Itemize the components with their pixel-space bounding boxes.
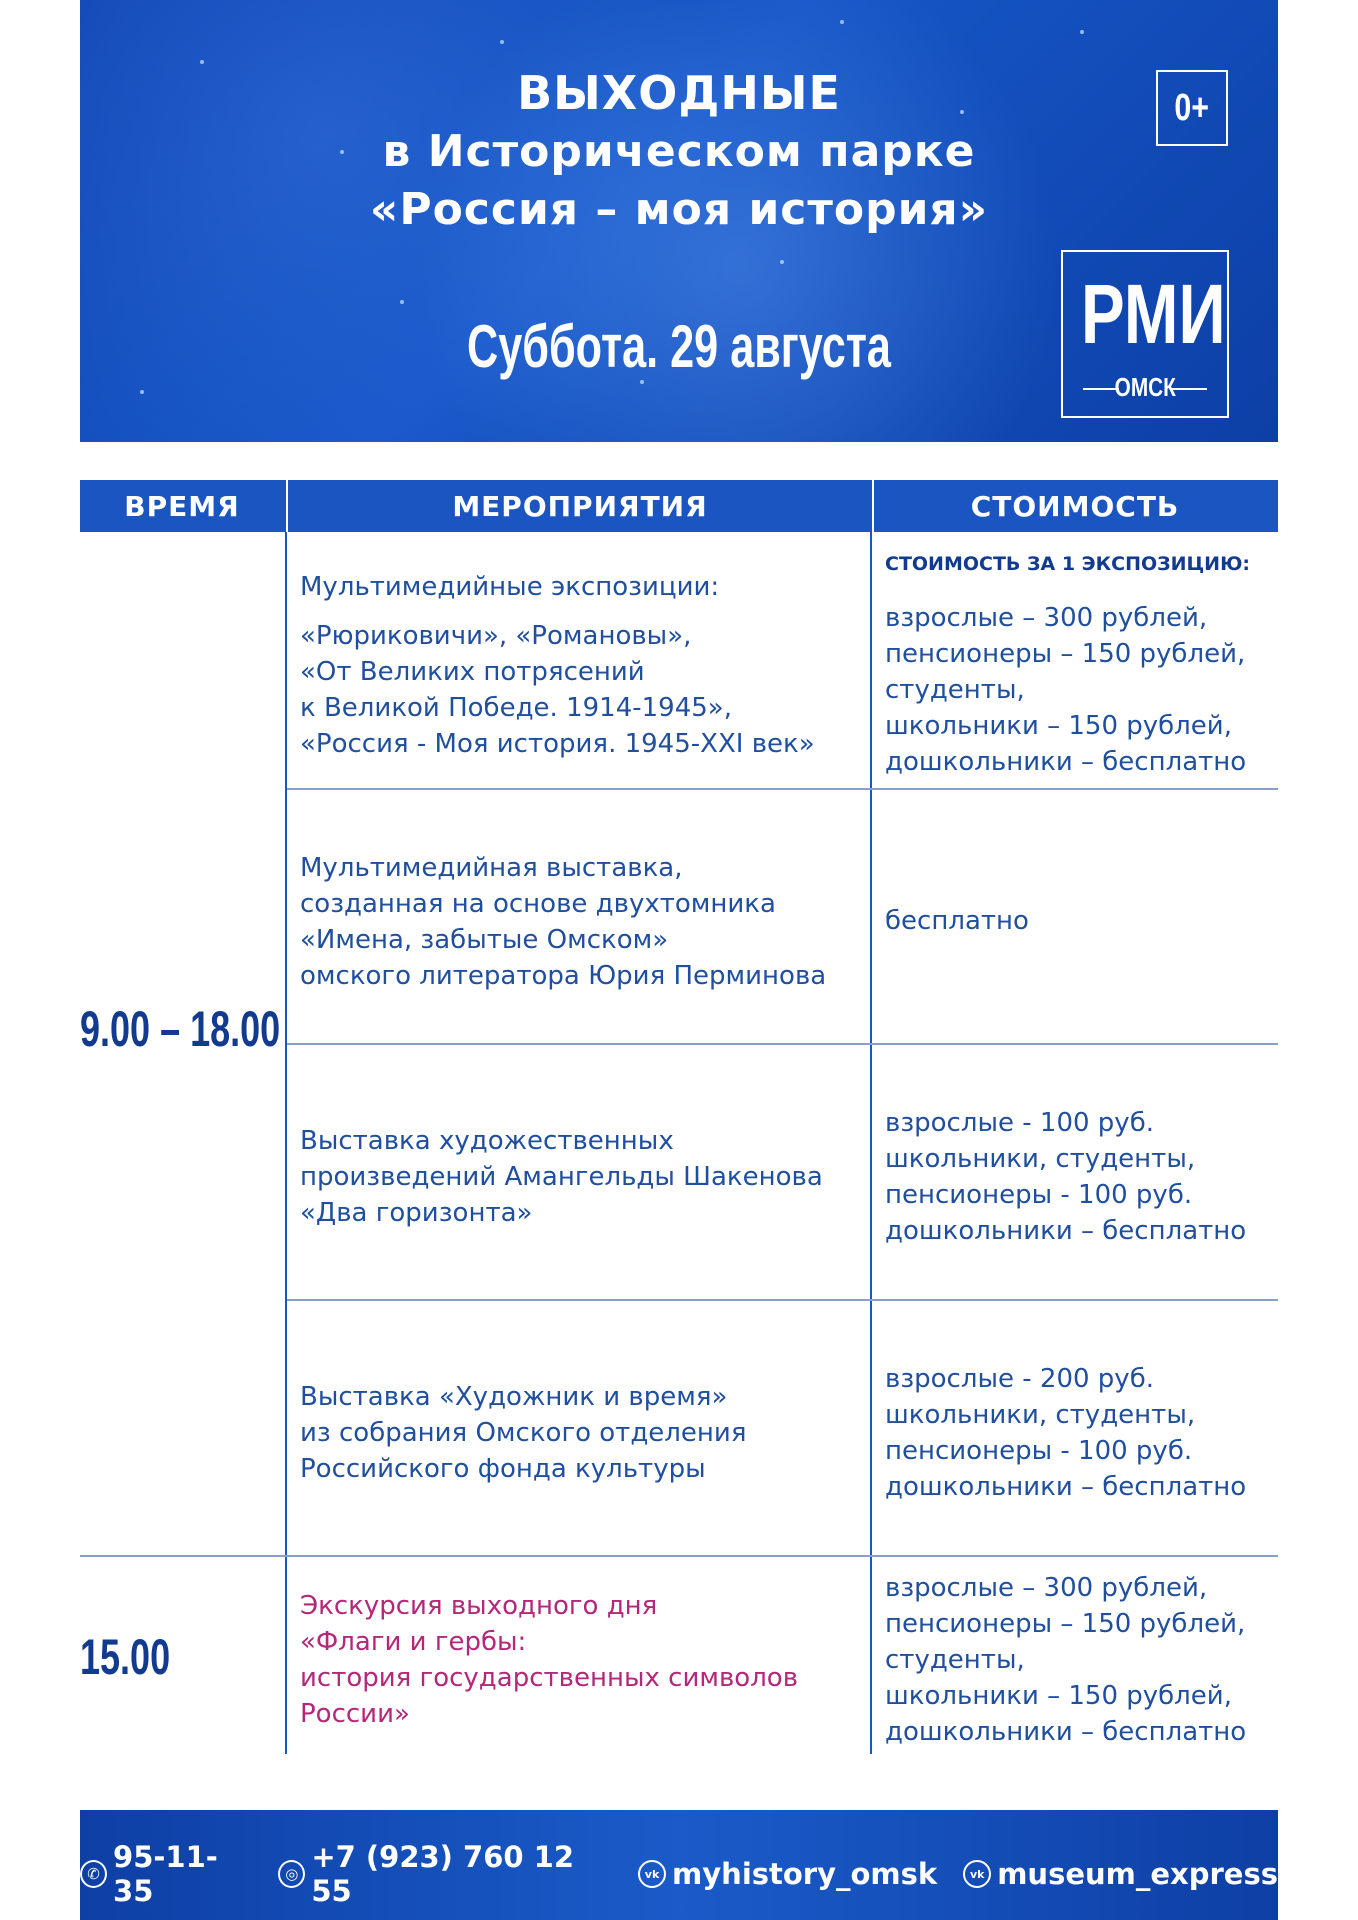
page-title-line3: «Россия – моя история»	[369, 184, 989, 235]
event-description: «Рюриковичи», «Романовы», «От Великих потрясений к Великой Победе. 1914-1945», «Россия - Моя история. 1945-XXI век»	[300, 621, 815, 759]
column-header-events: МЕРОПРИЯТИЯ	[286, 480, 874, 532]
column-divider-2	[870, 532, 872, 1754]
price-info: взрослые - 100 руб. школьники, студенты, пенсионеры - 100 руб. дошкольники – бесплатно	[885, 1108, 1247, 1246]
page-title-line2: в Историческом парке	[382, 126, 976, 177]
age-rating-text: 0+	[1174, 86, 1210, 129]
row-divider	[80, 1555, 1278, 1557]
price-note: СТОИМОСТЬ ЗА 1 ЭКСПОЗИЦИЮ:	[885, 553, 1250, 575]
column-header-time: ВРЕМЯ	[124, 489, 240, 523]
row-divider	[287, 1043, 1278, 1045]
vk-handle: myhistory_omsk	[672, 1857, 938, 1891]
price-info: взрослые - 200 руб. школьники, студенты, пенсионеры - 100 руб. дошкольники – бесплатно	[885, 1364, 1247, 1502]
event-date: Суббота. 29 августа	[467, 313, 891, 380]
column-header-price: СТОИМОСТЬ	[970, 489, 1180, 523]
vk-handle: museum_express	[997, 1857, 1278, 1891]
viber-icon: ◎	[278, 1860, 305, 1888]
row-divider	[287, 788, 1278, 790]
page-title-line1: ВЫХОДНЫЕ	[517, 66, 841, 120]
header-banner	[80, 0, 1278, 442]
contact-viber[interactable]	[278, 1840, 612, 1908]
event-description: Выставка «Художник и время» из собрания Омского отделения Российского фонда культуры	[300, 1382, 747, 1484]
age-rating-badge	[1156, 70, 1228, 146]
vk-icon: vk	[638, 1860, 666, 1888]
price-info: бесплатно	[885, 906, 1029, 936]
contact-vk-museum[interactable]	[963, 1857, 1278, 1891]
event-title-multimedia: Мультимедийные экспозиции:	[300, 572, 720, 602]
column-divider-1	[285, 532, 287, 1754]
rmi-logo	[1061, 250, 1229, 418]
time-slot-excursion: 15.00	[80, 1629, 171, 1685]
price-info: взрослые – 300 рублей, пенсионеры – 150 рублей, студенты, школьники – 150 рублей, дошкольники – бесплатно	[885, 1573, 1247, 1747]
row-divider	[287, 1299, 1278, 1301]
viber-number: +7 (923) 760 12 55	[311, 1840, 575, 1908]
event-description: Выставка художественных произведений Амангельды Шакенова «Два горизонта»	[300, 1126, 823, 1228]
logo-main-text: РМИ	[1081, 267, 1226, 361]
vk-icon: vk	[963, 1860, 991, 1888]
event-description: Мультимедийная выставка, созданная на основе двухтомника «Имена, забытые Омском» омского литератора Юрия Перминова	[300, 853, 827, 991]
excursion-description: Экскурсия выходного дня «Флаги и гербы: история государственных символов России»	[300, 1591, 799, 1729]
table-header	[80, 480, 1278, 532]
phone-number: 95-11-35	[113, 1840, 218, 1908]
footer-contacts-bar	[80, 1810, 1278, 1920]
time-slot-day: 9.00 – 18.00	[80, 1001, 281, 1057]
logo-sub-text	[1063, 372, 1227, 403]
logo-city: ОМСК	[1114, 372, 1176, 402]
contact-vk-myhistory[interactable]	[638, 1857, 937, 1891]
phone-icon: ✆	[80, 1860, 107, 1888]
price-info: взрослые – 300 рублей, пенсионеры – 150 рублей, студенты, школьники – 150 рублей, дошкольники – бесплатно	[885, 603, 1247, 777]
contact-phone[interactable]	[80, 1840, 252, 1908]
